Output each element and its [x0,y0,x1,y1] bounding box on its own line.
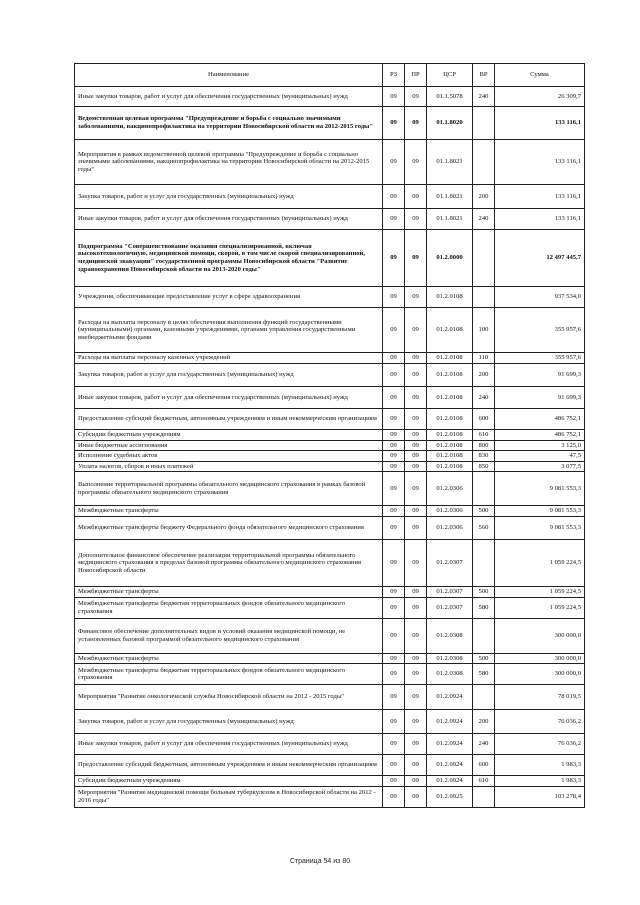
header-rz: РЗ [383,64,405,87]
table-row [75,461,585,472]
row-vr-cell: 850 [473,461,495,472]
row-sum-cell: 133 116,1 [495,140,585,185]
row-rz-cell: 09 [383,287,405,308]
row-sum-cell: 937 534,0 [495,287,585,308]
row-sum-cell: 26 309,7 [495,87,585,107]
row-vr-cell: 500 [473,586,495,597]
table-row [75,586,585,597]
table-row [75,653,585,664]
row-name-cell: Ведомственная целевая программа "Предупреждение и борьба с социально значимыми заболеваниями, вакцинопрофилактика на территории Новосибирской области на 2012-2015 годы" [75,107,383,140]
row-csr-cell: 01.1.5078 [427,87,473,107]
row-vr-cell [473,140,495,185]
row-vr-cell: 610 [473,430,495,441]
row-pr-cell: 09 [405,776,427,787]
row-name-cell: Подпрограмма "Совершенствование оказания специализированной, включая высокотехнологичную, медицинской помощи, скорой, в том числе скорой специализированной, медицинской эвакуации" государственной программы Новосибирской области "Развитие здравоохранения Новосибирской области на 2013-2020 годы" [75,230,383,287]
row-csr-cell: 01.2.0108 [427,287,473,308]
row-vr-cell: 200 [473,185,495,209]
row-sum-cell: 300 000,0 [495,664,585,685]
header-csr: ЦСР [427,64,473,87]
row-sum-cell: 3 125,0 [495,440,585,451]
row-csr-cell: 01.1.8021 [427,140,473,185]
table-row [75,387,585,409]
table-row [75,107,585,140]
row-pr-cell: 09 [405,710,427,734]
row-name-cell: Субсидии бюджетным учреждениям [75,430,383,441]
row-pr-cell: 09 [405,353,427,364]
row-sum-cell: 486 752,1 [495,409,585,430]
row-rz-cell: 09 [383,364,405,387]
row-sum-cell: 486 752,1 [495,430,585,441]
row-rz-cell: 09 [383,586,405,597]
row-vr-cell [473,230,495,287]
row-csr-cell: 01.2.0108 [427,353,473,364]
row-pr-cell: 09 [405,653,427,664]
header-vr: ВР [473,64,495,87]
row-name-cell: Межбюджетные трансферты [75,653,383,664]
table-row [75,776,585,787]
row-vr-cell: 500 [473,653,495,664]
row-rz-cell: 09 [383,539,405,586]
row-name-cell: Иные закупки товаров, работ и услуг для обеспечения государственных (муниципальных) нужд [75,209,383,230]
row-pr-cell: 09 [405,506,427,517]
row-csr-cell: 01.2.0306 [427,506,473,517]
row-csr-cell: 01.1.8020 [427,107,473,140]
row-vr-cell [473,539,495,586]
budget-sheet [74,63,584,808]
row-sum-cell: 133 116,1 [495,107,585,140]
table-row [75,230,585,287]
row-sum-cell: 78 019,5 [495,685,585,710]
row-name-cell: Межбюджетные трансферты [75,586,383,597]
row-name-cell: Финансовое обеспечение дополнительных видов и условий оказания медицинской помощи, не установленных базовой программой обязательного медицинского страхования [75,618,383,653]
row-pr-cell: 09 [405,685,427,710]
table-row [75,308,585,353]
row-vr-cell [473,618,495,653]
row-name-cell: Исполнение судебных актов [75,451,383,462]
table-row [75,364,585,387]
row-name-cell: Субсидии бюджетным учреждениям [75,776,383,787]
row-sum-cell: 1 983,3 [495,776,585,787]
row-pr-cell: 09 [405,440,427,451]
row-pr-cell: 09 [405,618,427,653]
row-rz-cell: 09 [383,387,405,409]
row-rz-cell: 09 [383,664,405,685]
row-csr-cell: 01.2.0108 [427,451,473,462]
row-csr-cell: 01.2.0308 [427,664,473,685]
table-row [75,185,585,209]
row-rz-cell: 09 [383,472,405,506]
row-sum-cell: 3 077,5 [495,461,585,472]
row-pr-cell: 09 [405,786,427,807]
row-vr-cell: 580 [473,664,495,685]
row-pr-cell: 09 [405,364,427,387]
row-name-cell: Мероприятия в рамках ведомственной целевой программы "Предупреждение и борьба с социально значимыми заболеваниями, вакцинопрофилактика на территории Новосибирской области на 2012-2015 годы" [75,140,383,185]
row-csr-cell: 01.2.0306 [427,472,473,506]
row-rz-cell: 09 [383,185,405,209]
row-vr-cell [473,287,495,308]
row-vr-cell: 610 [473,776,495,787]
row-rz-cell: 09 [383,87,405,107]
row-rz-cell: 09 [383,710,405,734]
row-csr-cell: 01.1.8021 [427,209,473,230]
row-rz-cell: 09 [383,506,405,517]
row-vr-cell: 100 [473,308,495,353]
row-vr-cell: 200 [473,364,495,387]
table-row [75,409,585,430]
row-pr-cell: 09 [405,472,427,506]
row-rz-cell: 09 [383,440,405,451]
row-vr-cell [473,685,495,710]
table-row [75,685,585,710]
row-csr-cell: 01.2.0108 [427,409,473,430]
row-name-cell: Закупка товаров, работ и услуг для государственных (муниципальных) нужд [75,185,383,209]
row-rz-cell: 09 [383,461,405,472]
table-row [75,353,585,364]
row-name-cell: Межбюджетные трансферты [75,506,383,517]
row-name-cell: Закупка товаров, работ и услуг для государственных (муниципальных) нужд [75,710,383,734]
row-vr-cell: 240 [473,87,495,107]
table-row [75,664,585,685]
row-sum-cell: 76 036,2 [495,710,585,734]
row-name-cell: Расходы на выплаты персоналу казенных учреждений [75,353,383,364]
table-row [75,618,585,653]
row-sum-cell: 9 081 553,3 [495,472,585,506]
header-name: Наименование [75,64,383,87]
page-number: Страница 54 из 80 [289,858,351,865]
row-rz-cell: 09 [383,755,405,776]
row-rz-cell: 09 [383,107,405,140]
row-sum-cell: 300 000,0 [495,653,585,664]
row-name-cell: Мероприятия "Развитие медицинской помощи больным туберкулезом в Новосибирской области на 2012 - 2016 годы" [75,786,383,807]
row-pr-cell: 09 [405,451,427,462]
row-vr-cell: 200 [473,710,495,734]
row-pr-cell: 09 [405,209,427,230]
row-pr-cell: 09 [405,734,427,755]
row-pr-cell: 09 [405,409,427,430]
row-name-cell: Мероприятия "Развитие онкологической службы Новосибирской области на 2012 - 2015 годы" [75,685,383,710]
table-row [75,597,585,618]
row-csr-cell: 01.2.0307 [427,597,473,618]
row-csr-cell: 01.1.8021 [427,185,473,209]
row-csr-cell: 01.2.0000 [427,230,473,287]
row-csr-cell: 01.2.0924 [427,734,473,755]
row-pr-cell: 09 [405,516,427,539]
row-sum-cell: 9 081 553,3 [495,516,585,539]
row-sum-cell: 133 116,1 [495,209,585,230]
row-pr-cell: 09 [405,107,427,140]
row-vr-cell: 240 [473,387,495,409]
row-vr-cell [473,786,495,807]
row-rz-cell: 09 [383,451,405,462]
row-name-cell: Иные бюджетные ассигнования [75,440,383,451]
row-rz-cell: 09 [383,430,405,441]
row-name-cell: Дополнительное финансовое обеспечение реализации территориальной программы обязательного медицинского страхования в пределах базовой программы обязательного медицинского страхования Новосибирской области [75,539,383,586]
row-vr-cell: 600 [473,755,495,776]
row-sum-cell: 355 957,6 [495,353,585,364]
row-name-cell: Закупка товаров, работ и услуг для государственных (муниципальных) нужд [75,364,383,387]
row-csr-cell: 01.2.0108 [427,430,473,441]
table-row [75,451,585,462]
row-csr-cell: 01.2.0924 [427,755,473,776]
row-rz-cell: 09 [383,409,405,430]
row-rz-cell: 09 [383,786,405,807]
row-rz-cell: 09 [383,597,405,618]
row-csr-cell: 01.2.0108 [427,461,473,472]
row-pr-cell: 09 [405,185,427,209]
row-rz-cell: 09 [383,209,405,230]
row-name-cell: Межбюджетные трансферты бюджетам территориальных фондов обязательного медицинского страхования [75,664,383,685]
row-rz-cell: 09 [383,516,405,539]
row-sum-cell: 133 116,1 [495,185,585,209]
row-csr-cell: 01.2.0108 [427,440,473,451]
row-sum-cell: 47,5 [495,451,585,462]
row-sum-cell: 76 036,2 [495,734,585,755]
row-csr-cell: 01.2.0308 [427,653,473,664]
row-pr-cell: 09 [405,664,427,685]
row-csr-cell: 01.2.0108 [427,364,473,387]
row-name-cell: Иные закупки товаров, работ и услуг для обеспечения государственных (муниципальных) нужд [75,734,383,755]
row-csr-cell: 01.2.0306 [427,516,473,539]
table-body [75,87,585,808]
row-name-cell: Предоставление субсидий бюджетным, автономным учреждениям и иным некоммерческим организациям [75,409,383,430]
row-csr-cell: 01.2.0924 [427,776,473,787]
row-vr-cell: 240 [473,209,495,230]
row-csr-cell: 01.2.0924 [427,685,473,710]
row-pr-cell: 09 [405,597,427,618]
row-name-cell: Иные закупки товаров, работ и услуг для обеспечения государственных (муниципальных) нужд [75,87,383,107]
budget-table [74,63,585,808]
table-row [75,755,585,776]
row-pr-cell: 09 [405,140,427,185]
row-rz-cell: 09 [383,685,405,710]
row-sum-cell: 91 699,3 [495,364,585,387]
table-row [75,287,585,308]
row-rz-cell: 09 [383,353,405,364]
row-name-cell: Предоставление субсидий бюджетным, автономным учреждениям и иным некоммерческим организациям [75,755,383,776]
row-name-cell: Выполнение территориальной программы обязательного медицинского страхования в рамках базовой программы обязательного медицинского страхования [75,472,383,506]
row-csr-cell: 01.2.0307 [427,586,473,597]
row-sum-cell: 12 497 445,7 [495,230,585,287]
row-name-cell: Межбюджетные трансферты бюджетам территориальных фондов обязательного медицинского страхования [75,597,383,618]
row-name-cell: Учреждения, обеспечивающие предоставление услуг в сфере здравоохранения [75,287,383,308]
row-name-cell: Уплата налогов, сборов и иных платежей [75,461,383,472]
row-rz-cell: 09 [383,140,405,185]
row-rz-cell: 09 [383,653,405,664]
row-sum-cell: 91 699,3 [495,387,585,409]
row-vr-cell: 830 [473,451,495,462]
row-csr-cell: 01.2.0307 [427,539,473,586]
row-rz-cell: 09 [383,776,405,787]
row-sum-cell: 1 983,3 [495,755,585,776]
row-pr-cell: 09 [405,308,427,353]
row-sum-cell: 103 278,4 [495,786,585,807]
row-rz-cell: 09 [383,618,405,653]
row-vr-cell [473,472,495,506]
table-row [75,539,585,586]
row-csr-cell: 01.2.0108 [427,308,473,353]
row-name-cell: Иные закупки товаров, работ и услуг для обеспечения государственных (муниципальных) нужд [75,387,383,409]
row-pr-cell: 09 [405,430,427,441]
row-vr-cell: 600 [473,409,495,430]
row-vr-cell: 800 [473,440,495,451]
row-vr-cell: 560 [473,516,495,539]
table-row [75,506,585,517]
header-sum: Сумма [495,64,585,87]
row-vr-cell: 240 [473,734,495,755]
row-vr-cell [473,107,495,140]
row-sum-cell: 1 059 224,5 [495,586,585,597]
row-csr-cell: 01.2.0108 [427,387,473,409]
table-row [75,710,585,734]
table-row [75,786,585,807]
row-rz-cell: 09 [383,308,405,353]
row-sum-cell: 1 059 224,5 [495,597,585,618]
table-row [75,734,585,755]
row-csr-cell: 01.2.0308 [427,618,473,653]
row-rz-cell: 09 [383,230,405,287]
table-row [75,87,585,107]
row-rz-cell: 09 [383,734,405,755]
table-row [75,209,585,230]
row-csr-cell: 01.2.0925 [427,786,473,807]
row-pr-cell: 09 [405,586,427,597]
row-vr-cell: 580 [473,597,495,618]
header-pr: ПР [405,64,427,87]
row-name-cell: Расходы на выплаты персоналу в целях обеспечения выполнения функций государственными (муниципальными) органами, казенными учреждениями, органами управления государственными внебюджетными фондами [75,308,383,353]
table-row [75,440,585,451]
row-pr-cell: 09 [405,230,427,287]
row-vr-cell: 110 [473,353,495,364]
row-pr-cell: 09 [405,539,427,586]
row-pr-cell: 09 [405,461,427,472]
row-pr-cell: 09 [405,387,427,409]
row-sum-cell: 9 081 553,3 [495,506,585,517]
row-name-cell: Межбюджетные трансферты бюджету Федерального фонда обязательного медицинского страхования [75,516,383,539]
row-pr-cell: 09 [405,87,427,107]
row-pr-cell: 09 [405,755,427,776]
row-csr-cell: 01.2.0924 [427,710,473,734]
table-row [75,430,585,441]
row-sum-cell: 355 957,6 [495,308,585,353]
row-pr-cell: 09 [405,287,427,308]
row-vr-cell: 500 [473,506,495,517]
row-sum-cell: 1 059 224,5 [495,539,585,586]
row-sum-cell: 300 000,0 [495,618,585,653]
table-header-row [75,64,585,87]
table-row [75,516,585,539]
table-row [75,472,585,506]
table-row [75,140,585,185]
